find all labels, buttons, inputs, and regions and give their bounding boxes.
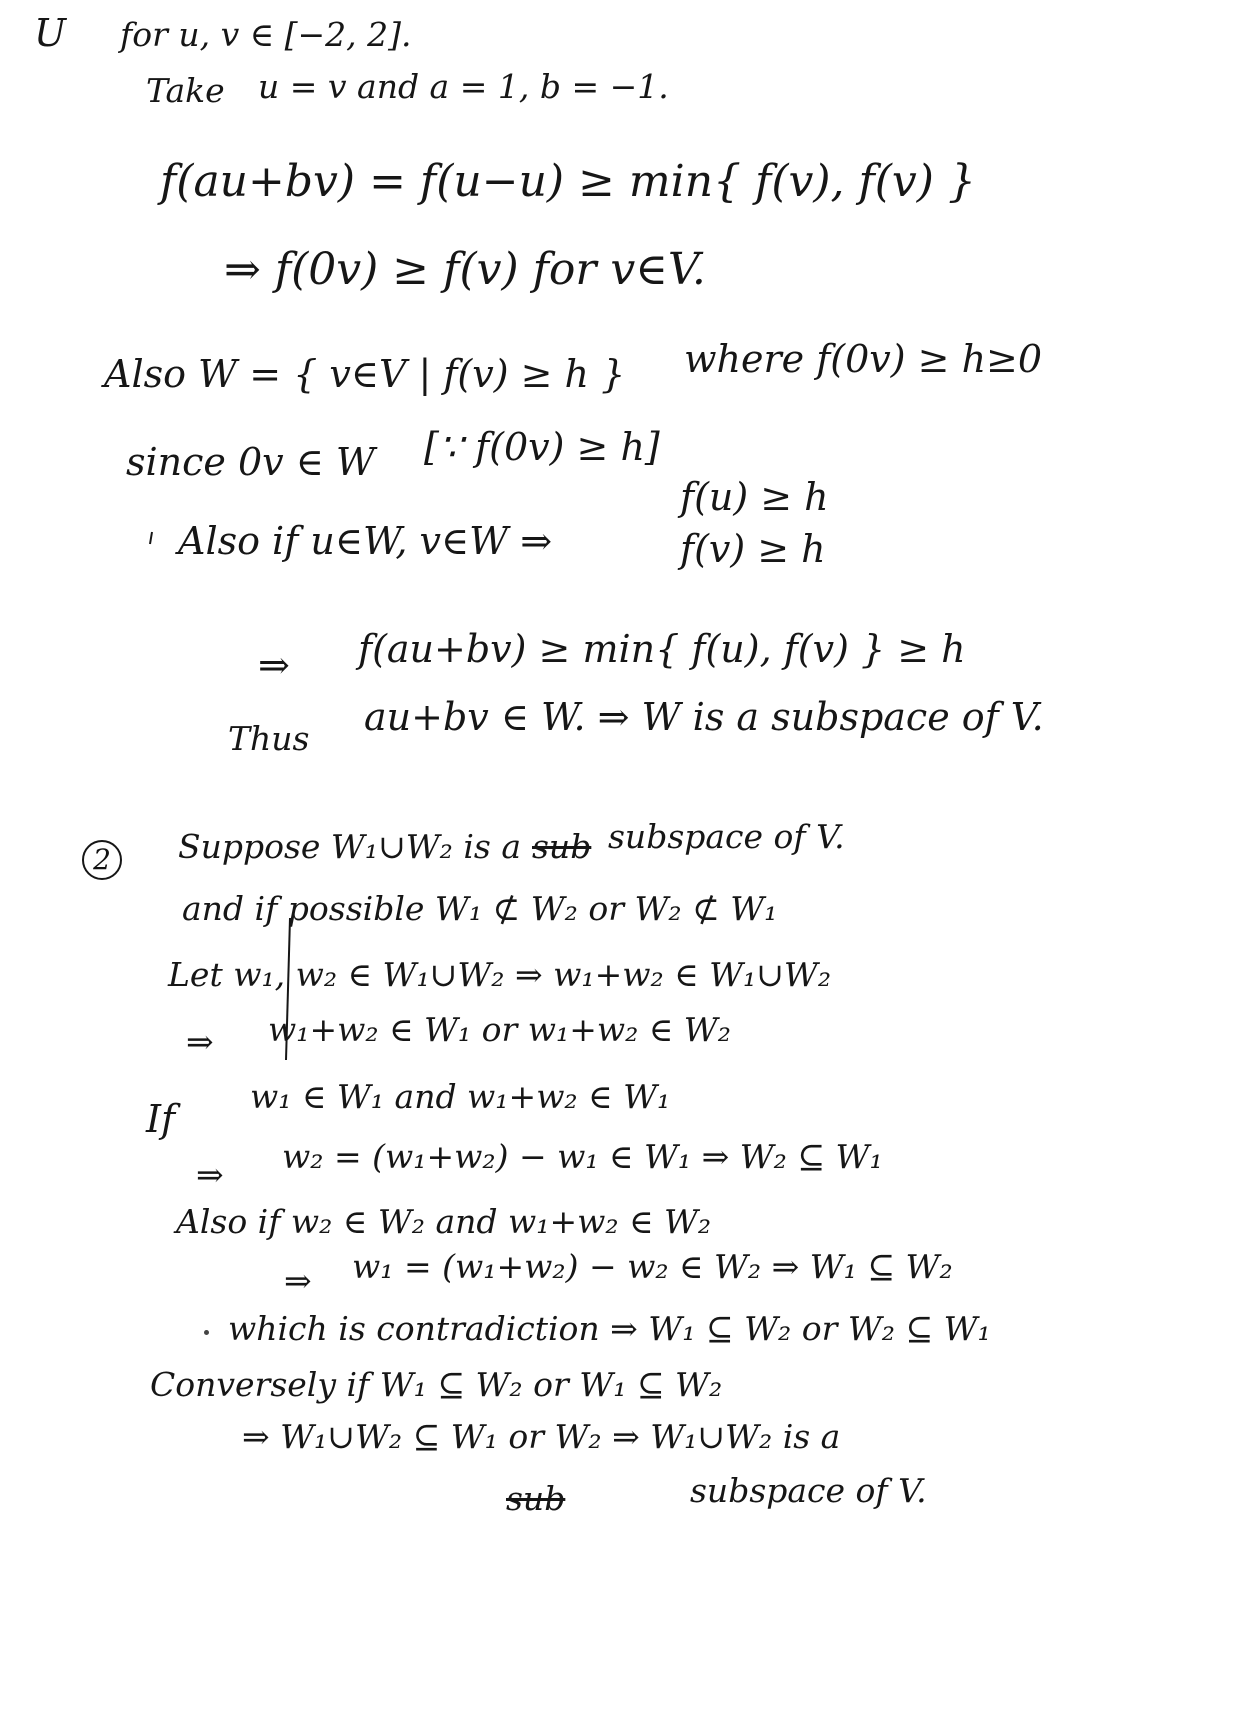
q1-domain-line: for u, v ∈ [−2, 2]. — [120, 15, 412, 54]
q2-line-11: ⇒ W₁∪W₂ ⊆ W₁ or W₂ ⇒ W₁∪W₂ is a — [242, 1417, 841, 1456]
q1-marker: U — [34, 11, 67, 55]
q2-marker: 2 — [82, 840, 122, 880]
q2-line-6-mark: ⇒ — [196, 1155, 224, 1194]
q2-line-1-strikethrough: sub — [532, 827, 592, 866]
stray-tick-mark — [150, 532, 152, 544]
q2-if-label: If — [146, 1097, 176, 1141]
q2-line-2: and if possible W₁ ⊄ W₂ or W₂ ⊄ W₁ — [182, 889, 778, 928]
q2-line-4-mark: ⇒ — [186, 1022, 214, 1061]
q2-line-8-mark: ⇒ — [284, 1261, 312, 1300]
q1-take-label: Take — [146, 71, 225, 110]
q1-also-if-line: Also if u∈W, v∈W ⇒ — [178, 519, 553, 563]
q1-fu-condition: f(u) ≥ h — [680, 475, 829, 519]
q2-line-10: Conversely if W₁ ⊆ W₂ or W₁ ⊆ W₂ — [150, 1365, 723, 1404]
q2-line-1b: subspace of V. — [608, 817, 845, 856]
q2-line-3: Let w₁, w₂ ∈ W₁∪W₂ ⇒ w₁+w₂ ∈ W₁∪W₂ — [168, 955, 832, 994]
q2-line-1a: Suppose W₁∪W₂ is a — [178, 827, 522, 866]
q2-line-12-strikethrough: sub — [506, 1479, 566, 1518]
q2-line-5: w₁ ∈ W₁ and w₁+w₂ ∈ W₁ — [250, 1077, 671, 1116]
q1-set-w-definition: Also W = { v∈V | f(v) ≥ h } — [104, 352, 626, 396]
q2-line-12: subspace of V. — [690, 1471, 927, 1510]
q2-line-7: Also if w₂ ∈ W₂ and w₁+w₂ ∈ W₂ — [176, 1202, 712, 1241]
q2-line-9: which is contradiction ⇒ W₁ ⊆ W₂ or W₂ ⊆ W₁ — [228, 1309, 991, 1348]
q1-equation-3: f(au+bv) ≥ min{ f(u), f(v) } ≥ h — [358, 627, 966, 671]
q2-line-4: w₁+w₂ ∈ W₁ or w₁+w₂ ∈ W₂ — [268, 1010, 731, 1049]
q1-equation-2: ⇒ f(0v) ≥ f(v) for v∈V. — [224, 244, 706, 295]
q2-line-6: w₂ = (w₁+w₂) − w₁ ∈ W₁ ⇒ W₂ ⊆ W₁ — [282, 1137, 883, 1176]
q2-line-8: w₁ = (w₁+w₂) − w₂ ∈ W₂ ⇒ W₁ ⊆ W₂ — [352, 1247, 953, 1286]
q1-thus-label: Thus — [228, 719, 310, 758]
q1-since-line: since 0v ∈ W — [126, 440, 375, 484]
q1-since-reason: [∵ f(0v) ≥ h] — [424, 425, 660, 469]
q1-implies-arrow: ⇒ — [258, 643, 290, 687]
q1-conclusion: au+bv ∈ W. ⇒ W is a subspace of V. — [364, 695, 1044, 739]
q1-equation-1: f(au+bv) = f(u−u) ≥ min{ f(v), f(v) } — [160, 156, 976, 207]
q1-fv-condition: f(v) ≥ h — [680, 527, 826, 571]
q2-bullet-dot — [204, 1330, 209, 1335]
q1-take-line: u = v and a = 1, b = −1. — [258, 67, 669, 106]
q1-where-condition: where f(0v) ≥ h≥0 — [684, 337, 1043, 381]
